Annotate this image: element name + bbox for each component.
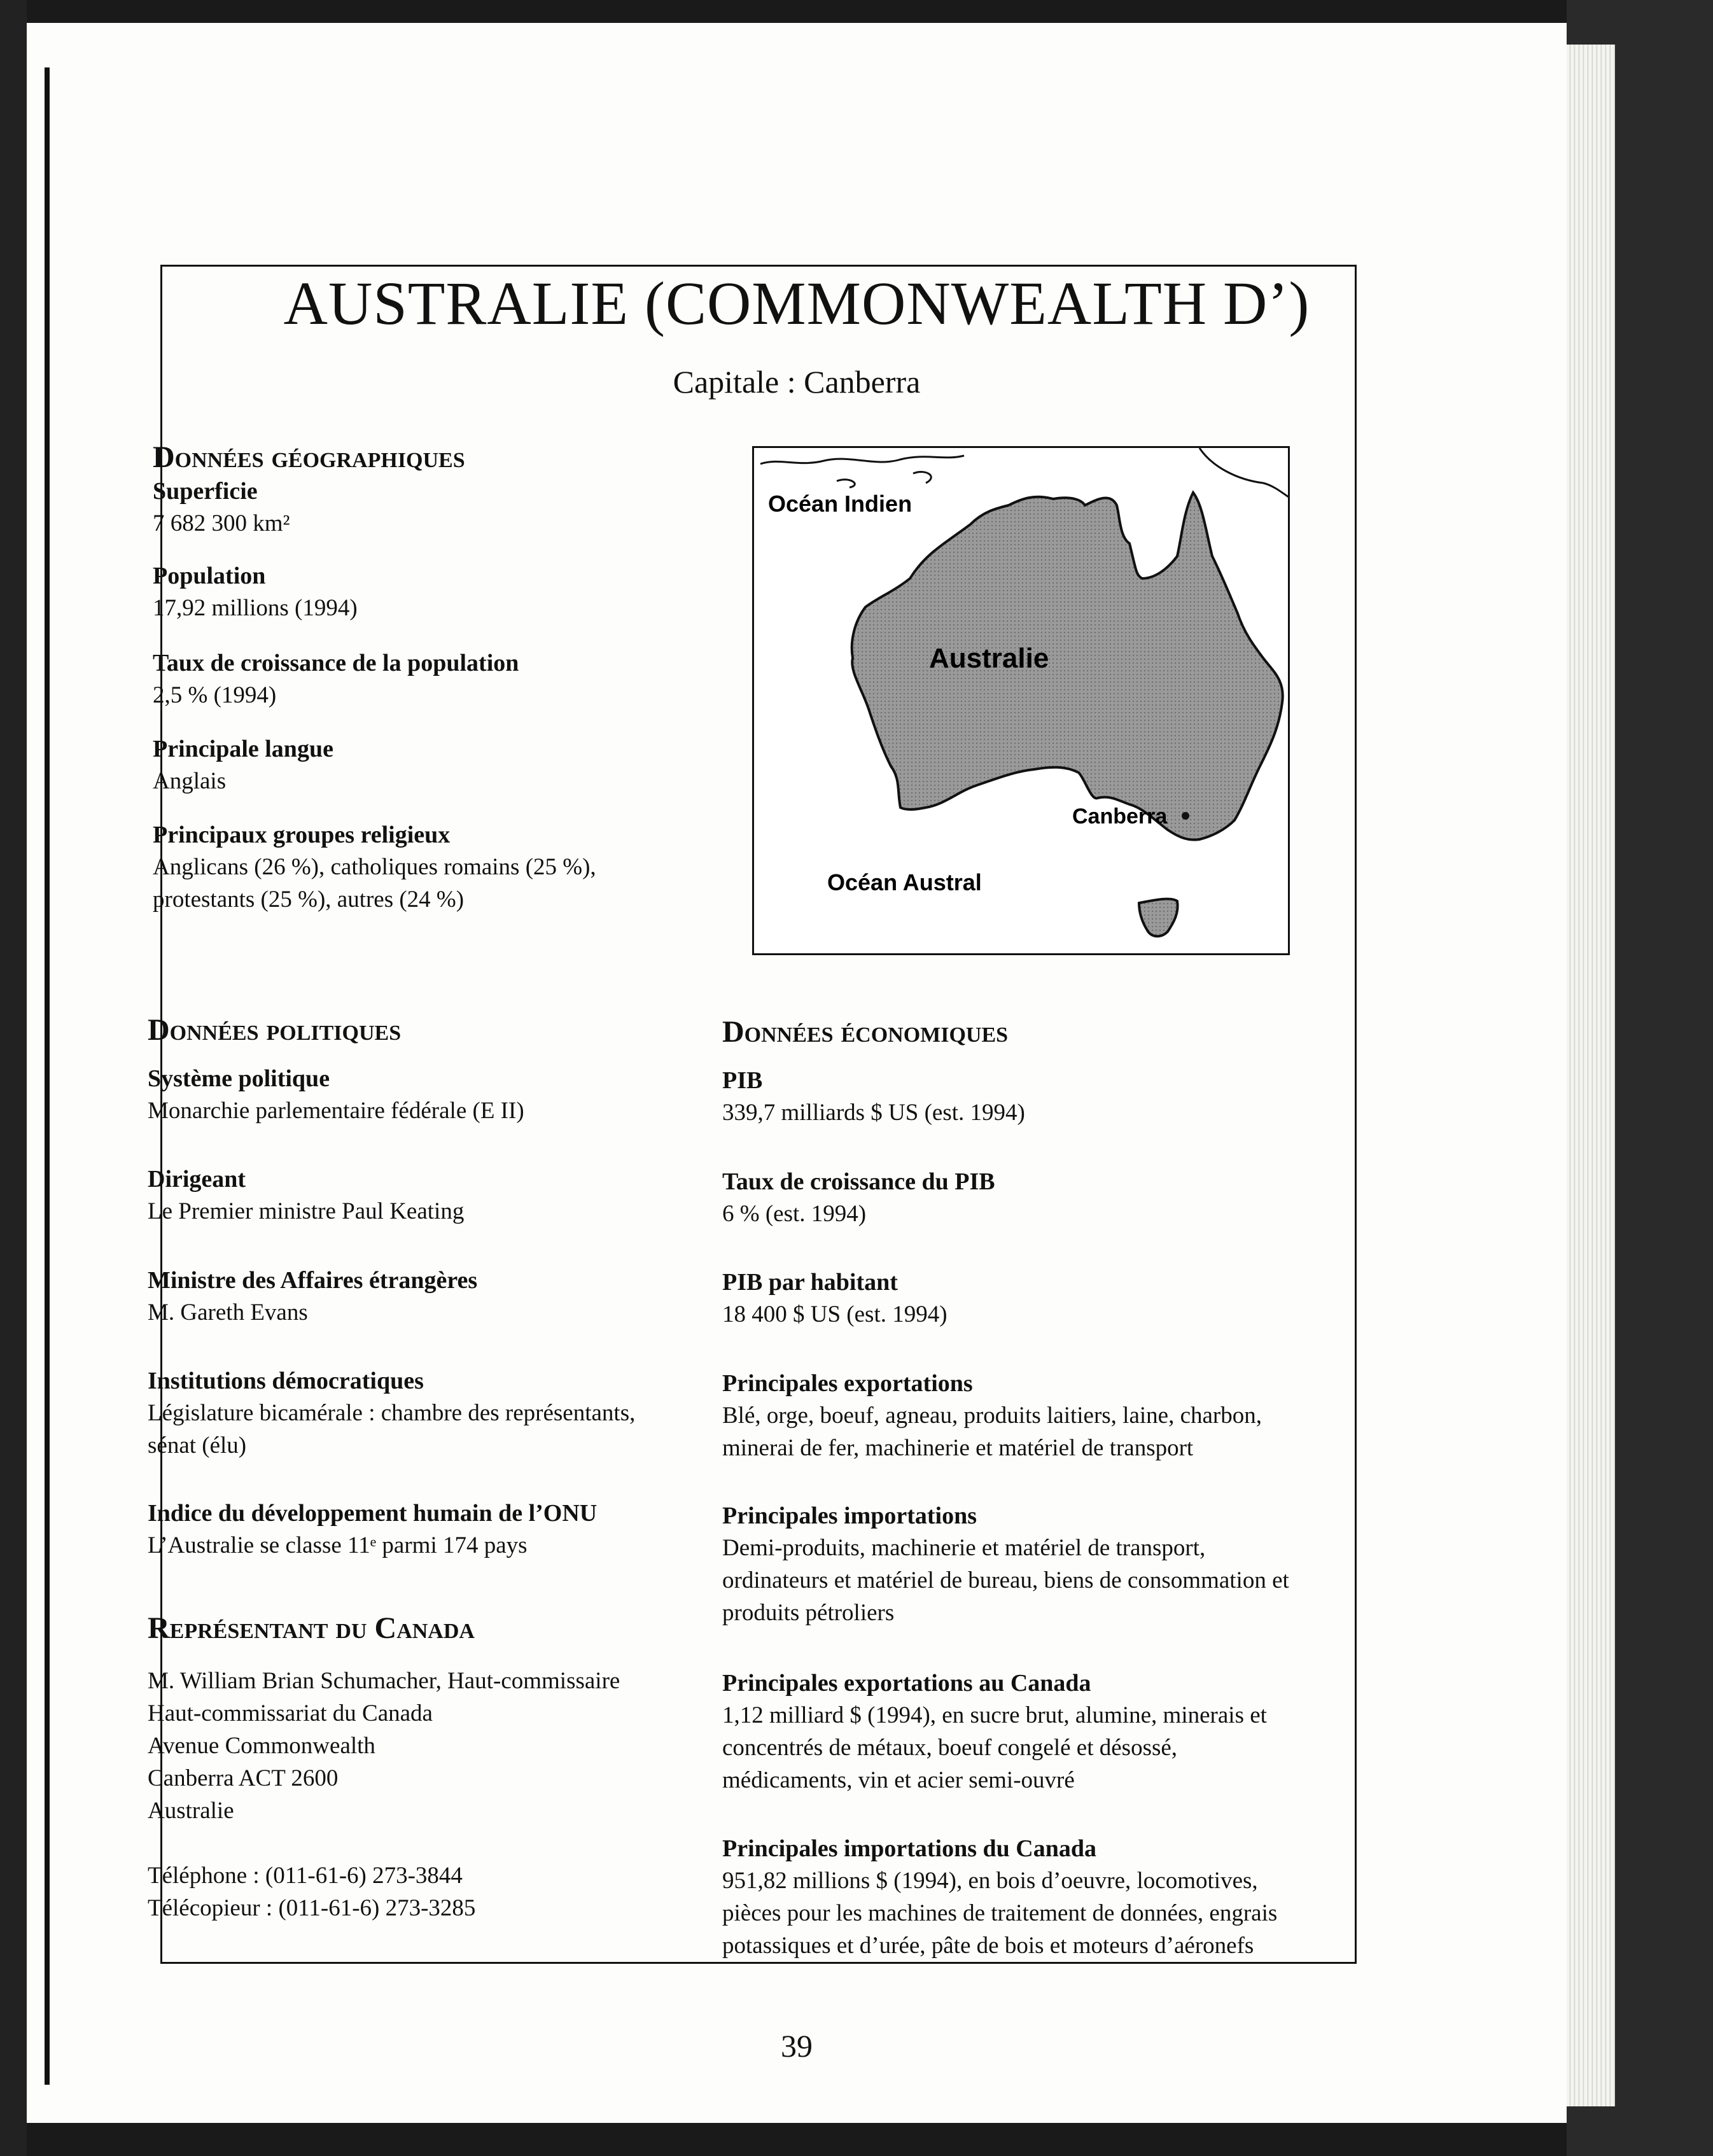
eco-imports-canada-line-3: potassiques et d’urée, pâte de bois et moteurs d’aéronefs xyxy=(722,1933,1254,1959)
eco-imports-canada-label: Principales importations du Canada xyxy=(722,1835,1097,1862)
representative-heading: Représentant du Canada xyxy=(148,1611,475,1645)
eco-gdp-capita xyxy=(722,1267,947,1331)
geo-religion xyxy=(153,820,596,916)
geo-growth-label: Taux de croissance de la population xyxy=(153,650,519,676)
tasmania xyxy=(1139,899,1178,937)
canberra-marker xyxy=(1182,812,1189,820)
pol-leader xyxy=(148,1164,464,1228)
eco-gdp-label: PIB xyxy=(722,1067,763,1094)
eco-gdp-capita-label: PIB par habitant xyxy=(722,1269,898,1296)
pol-hdi-label: Indice du développement humain de l’ONU xyxy=(148,1500,598,1527)
geo-area-label: Superficie xyxy=(153,478,258,505)
pol-system-value: Monarchie parlementaire fédérale (E II) xyxy=(148,1098,524,1124)
eco-imports-line-3: produits pétroliers xyxy=(722,1600,895,1627)
rep-line-street: Avenue Commonwealth xyxy=(148,1733,375,1760)
geo-religion-value: Anglicans (26 %), catholiques romains (25 %), xyxy=(153,854,596,881)
pol-hdi-value: L’Australie se classe 11ᵉ parmi 174 pays xyxy=(148,1532,528,1559)
geo-religion-value-2: protestants (25 %), autres (24 %) xyxy=(153,886,465,913)
politics-heading: Données politiques xyxy=(148,1013,402,1047)
eco-exports-line-2: minerai de fer, machinerie et matériel de transport xyxy=(722,1435,1194,1462)
representative-address xyxy=(148,1665,620,1924)
pol-foreign-minister-label: Ministre des Affaires étrangères xyxy=(148,1267,478,1294)
eco-imports-label: Principales importations xyxy=(722,1502,977,1529)
pol-foreign-minister-value: M. Gareth Evans xyxy=(148,1299,308,1326)
scan-edge-left xyxy=(0,0,27,2156)
map-label-ocean-indian: Océan Indien xyxy=(768,491,912,517)
eco-gdp-capita-value: 18 400 $ US (est. 1994) xyxy=(722,1301,947,1328)
eco-exports-canada-line-3: médicaments, vin et acier semi-ouvré xyxy=(722,1767,1075,1794)
rep-phone: Téléphone : (011-61-6) 273-3844 xyxy=(148,1863,463,1889)
eco-exports-canada-label: Principales exportations au Canada xyxy=(722,1670,1091,1697)
geo-population-value: 17,92 millions (1994) xyxy=(153,595,358,622)
rep-line-office: Haut-commissariat du Canada xyxy=(148,1700,433,1727)
eco-gdp-value: 339,7 milliards $ US (est. 1994) xyxy=(722,1100,1025,1126)
geo-language-label: Principale langue xyxy=(153,736,333,762)
geo-religion-label: Principaux groupes religieux xyxy=(153,822,451,848)
pol-hdi xyxy=(148,1498,597,1562)
document-page xyxy=(27,23,1567,2123)
eco-imports-line-1: Demi-produits, machinerie et matériel de transport, xyxy=(722,1535,1206,1562)
geo-language-value: Anglais xyxy=(153,768,227,795)
pol-institutions xyxy=(148,1366,635,1462)
eco-exports-label: Principales exportations xyxy=(722,1370,973,1397)
page-number: 39 xyxy=(781,2028,813,2064)
eco-exports xyxy=(722,1368,1262,1464)
eco-exports-line-1: Blé, orge, boeuf, agneau, produits laitiers, laine, charbon, xyxy=(722,1403,1262,1429)
page-title: AUSTRALIE (COMMONWEALTH D’) xyxy=(283,269,1310,337)
eco-imports-canada-line-1: 951,82 millions $ (1994), en bois d’oeuvre, locomotives, xyxy=(722,1868,1258,1894)
pol-institutions-value: Législature bicamérale : chambre des représentants, xyxy=(148,1400,636,1427)
capital-line: Capitale : Canberra xyxy=(673,364,921,400)
pol-leader-label: Dirigeant xyxy=(148,1166,246,1193)
australia-map xyxy=(752,446,1290,955)
geo-area-value: 7 682 300 km² xyxy=(153,510,290,537)
eco-exports-canada-line-2: concentrés de métaux, boeuf congelé et désossé, xyxy=(722,1735,1178,1761)
rep-line-name: M. William Brian Schumacher, Haut-commissaire xyxy=(148,1668,620,1694)
rep-line-city: Canberra ACT 2600 xyxy=(148,1765,339,1792)
geo-growth xyxy=(153,648,519,711)
geo-area xyxy=(153,476,290,540)
map-label-ocean-austral: Océan Austral xyxy=(827,869,982,895)
geo-heading: Données géographiques xyxy=(153,440,465,474)
eco-imports-canada-line-2: pièces pour les machines de traitement de données, engrais xyxy=(722,1900,1278,1927)
new-guinea-outline xyxy=(1199,448,1290,499)
economy-heading: Données économiques xyxy=(722,1015,1009,1049)
eco-imports-line-2: ordinateurs et matériel de bureau, biens de consommation et xyxy=(722,1567,1289,1594)
geo-language xyxy=(153,734,333,797)
map-graphic xyxy=(754,448,1290,955)
eco-imports-canada xyxy=(722,1833,1277,1963)
pol-institutions-value-2: sénat (élu) xyxy=(148,1432,247,1459)
map-label-country: Australie xyxy=(929,643,1049,674)
geo-population xyxy=(153,561,358,624)
rep-line-country: Australie xyxy=(148,1798,234,1824)
pol-system xyxy=(148,1063,524,1127)
rep-fax: Télécopieur : (011-61-6) 273-3285 xyxy=(148,1895,476,1922)
geo-population-label: Population xyxy=(153,563,266,589)
geo-growth-value: 2,5 % (1994) xyxy=(153,682,277,709)
eco-gdp-growth xyxy=(722,1166,995,1230)
eco-exports-canada xyxy=(722,1668,1267,1797)
pol-system-label: Système politique xyxy=(148,1065,330,1092)
eco-gdp-growth-label: Taux de croissance du PIB xyxy=(722,1168,995,1195)
eco-gdp-growth-value: 6 % (est. 1994) xyxy=(722,1201,867,1228)
pol-institutions-label: Institutions démocratiques xyxy=(148,1368,424,1394)
page-stack-edge xyxy=(1567,45,1615,2106)
map-label-capital: Canberra xyxy=(1072,804,1168,829)
pol-foreign-minister xyxy=(148,1265,477,1329)
eco-imports xyxy=(722,1501,1289,1630)
eco-gdp xyxy=(722,1065,1025,1129)
australia-mainland xyxy=(852,493,1283,840)
pol-leader-value: Le Premier ministre Paul Keating xyxy=(148,1198,465,1225)
indonesia-islands xyxy=(760,456,964,487)
eco-exports-canada-line-1: 1,12 milliard $ (1994), en sucre brut, alumine, minerais et xyxy=(722,1702,1267,1729)
